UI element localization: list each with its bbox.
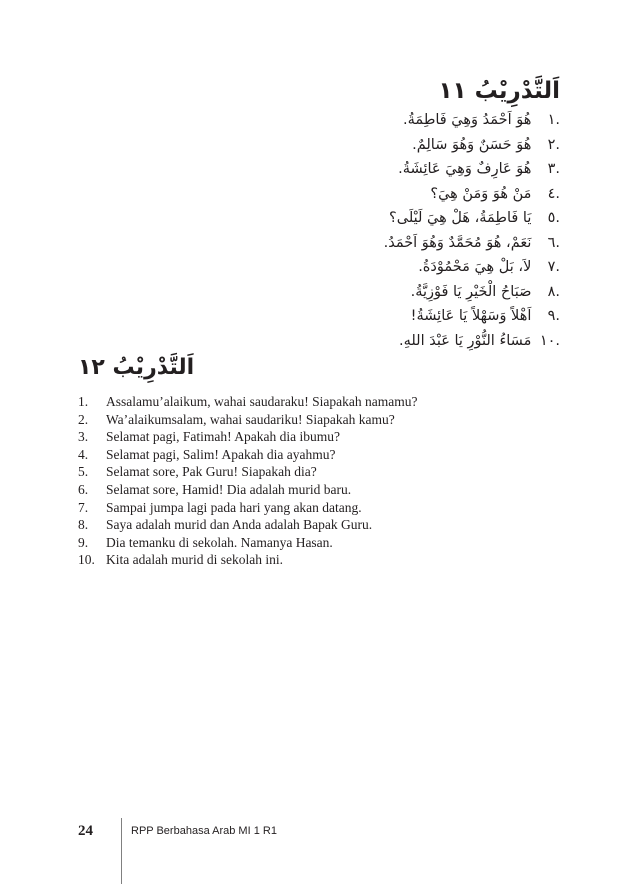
item-text: Wa’alaikumsalam, wahai saudariku! Siapakah kamu?: [106, 411, 395, 427]
item-number: 8.: [78, 517, 89, 533]
item-number: 7.: [78, 499, 89, 515]
item-text: Assalamu’alaikum, wahai saudaraku! Siapakah namamu?: [106, 394, 418, 409]
item-text: يَا فَاطِمَةُ، هَلْ هِيَ لَيْلَى؟: [389, 210, 532, 226]
list-item: [78, 516, 558, 534]
list-item: [300, 304, 560, 329]
item-text: مَسَاءُ النُّوْرِ يَا عَبْدَ اللهِ.: [398, 332, 532, 349]
item-number: 1.: [78, 394, 89, 409]
list-item: [78, 411, 558, 429]
list-item: [300, 108, 560, 133]
item-text: Selamat sore, Hamid! Dia adalah murid baru.: [106, 481, 352, 497]
list-item: [78, 446, 558, 464]
list-item: [300, 182, 560, 207]
exercise-11-title: اَلتَّدْرِيْبُ ١١: [438, 78, 560, 104]
exercise-11-section: [300, 76, 560, 353]
exercise-12-title: اَلتَّدْرِيْبُ ١٢: [78, 355, 195, 380]
item-number: .٨: [547, 283, 560, 300]
item-text: Saya adalah murid dan Anda adalah Bapak Guru.: [106, 517, 373, 533]
list-item: [300, 231, 560, 256]
item-text: هُوَ اَحْمَدُ وَهِيَ فَاطِمَةُ.: [403, 112, 532, 128]
footer-divider: [121, 818, 122, 884]
list-item: [300, 206, 560, 231]
list-item: [78, 463, 558, 481]
list-item: [78, 428, 558, 446]
list-item: [300, 133, 560, 158]
item-text: Selamat pagi, Fatimah! Apakah dia ibumu?: [106, 429, 340, 445]
item-number: .٧: [547, 259, 560, 275]
list-item: [78, 393, 558, 411]
item-number: .١: [547, 112, 560, 128]
list-item: [300, 255, 560, 280]
item-number: 2.: [78, 411, 89, 427]
item-text: Kita adalah murid di sekolah ini.: [106, 552, 283, 568]
item-text: مَنْ هُوَ وَمَنْ هِيَ؟: [430, 185, 532, 202]
item-text: هُوَ حَسَنٌ وَهُوَ سَالِمٌ.: [412, 136, 532, 153]
item-number: 3.: [78, 429, 89, 445]
page-number: 24: [78, 823, 93, 839]
item-text: Selamat pagi, Salim! Apakah dia ayahmu?: [106, 446, 336, 462]
list-item: [78, 481, 558, 499]
item-text: لاَ، بَلْ هِيَ مَحْمُوْدَةُ.: [418, 259, 532, 275]
exercise-12-list: [78, 393, 558, 569]
item-number: .٩: [547, 308, 560, 324]
item-text: اَهْلاً وَسَهْلاً يَا عَائِشَةُ!: [410, 308, 532, 324]
item-text: Sampai jumpa lagi pada hari yang akan datang.: [106, 499, 362, 515]
item-number: .٤: [547, 185, 560, 202]
item-number: .٢: [547, 136, 560, 153]
list-item: [300, 280, 560, 305]
list-item: [300, 329, 560, 354]
list-item: [78, 551, 558, 569]
item-number: 4.: [78, 446, 89, 462]
item-text: هُوَ عَارِفٌ وَهِيَ عَائِشَةُ.: [398, 161, 532, 177]
item-number: .٣: [547, 161, 560, 177]
item-number: .٥: [547, 210, 560, 226]
item-number: 5.: [78, 464, 89, 480]
item-text: Selamat sore, Pak Guru! Siapakah dia?: [106, 464, 317, 480]
item-text: نَعَمْ، هُوَ مُحَمَّدٌ وَهُوَ اَحْمَدُ.: [383, 234, 532, 251]
footer-book-title: RPP Berbahasa Arab MI 1 R1: [131, 825, 277, 837]
item-number: 6.: [78, 481, 89, 497]
list-item: [78, 534, 558, 552]
list-item: [300, 157, 560, 182]
item-text: Dia temanku di sekolah. Namanya Hasan.: [106, 534, 333, 550]
item-number: 10.: [78, 552, 95, 568]
item-number: .١٠: [539, 332, 560, 349]
exercise-11-list: [300, 108, 560, 353]
list-item: [78, 499, 558, 517]
item-number: 9.: [78, 534, 89, 550]
item-number: .٦: [547, 234, 560, 251]
item-text: صَبَاحُ الْخَيْرِ يَا فَوْزِيَّةُ.: [410, 283, 532, 300]
